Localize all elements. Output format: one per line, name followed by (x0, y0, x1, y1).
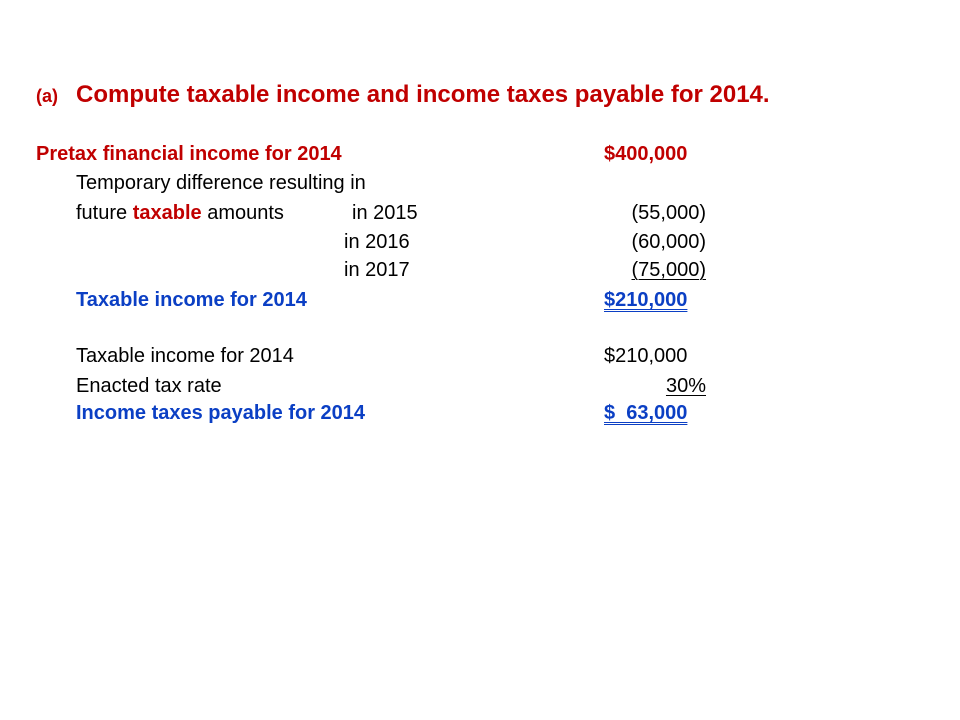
taxable-highlight: taxable (132, 202, 202, 224)
temp-diff-suffix: amounts (201, 202, 284, 224)
taxable-income-amount-2: $210,000 (604, 345, 688, 367)
pretax-income-label: Pretax financial income for 2014 (36, 143, 342, 165)
year-2016-label: in 2016 (344, 231, 410, 253)
temp-diff-prefix: future (76, 202, 133, 224)
taxes-payable-label: Income taxes payable for 2014 (76, 402, 366, 424)
year-2017-label: in 2017 (344, 259, 410, 281)
amount-2015: (55,000) (631, 202, 706, 224)
year-2015-label: in 2015 (352, 202, 418, 224)
amount-2016: (60,000) (631, 231, 706, 253)
temp-diff-line1: Temporary difference resulting in (76, 172, 366, 194)
tax-rate-label: Enacted tax rate (76, 375, 222, 397)
taxable-income-label: Taxable income for 2014 (76, 289, 307, 311)
part-label: (a) (36, 86, 58, 106)
taxable-income-label-2: Taxable income for 2014 (76, 345, 294, 367)
taxable-income-amount: $210,000 (604, 289, 688, 311)
tax-rate-value: 30% (665, 375, 706, 397)
temp-diff-line2 (76, 203, 284, 223)
amount-2017: (75,000) (631, 259, 706, 281)
page-title: Compute taxable income and income taxes payable for 2014. (76, 81, 770, 108)
taxes-payable-amount: $ 63,000 (604, 402, 688, 424)
pretax-income-amount: $400,000 (604, 143, 688, 165)
